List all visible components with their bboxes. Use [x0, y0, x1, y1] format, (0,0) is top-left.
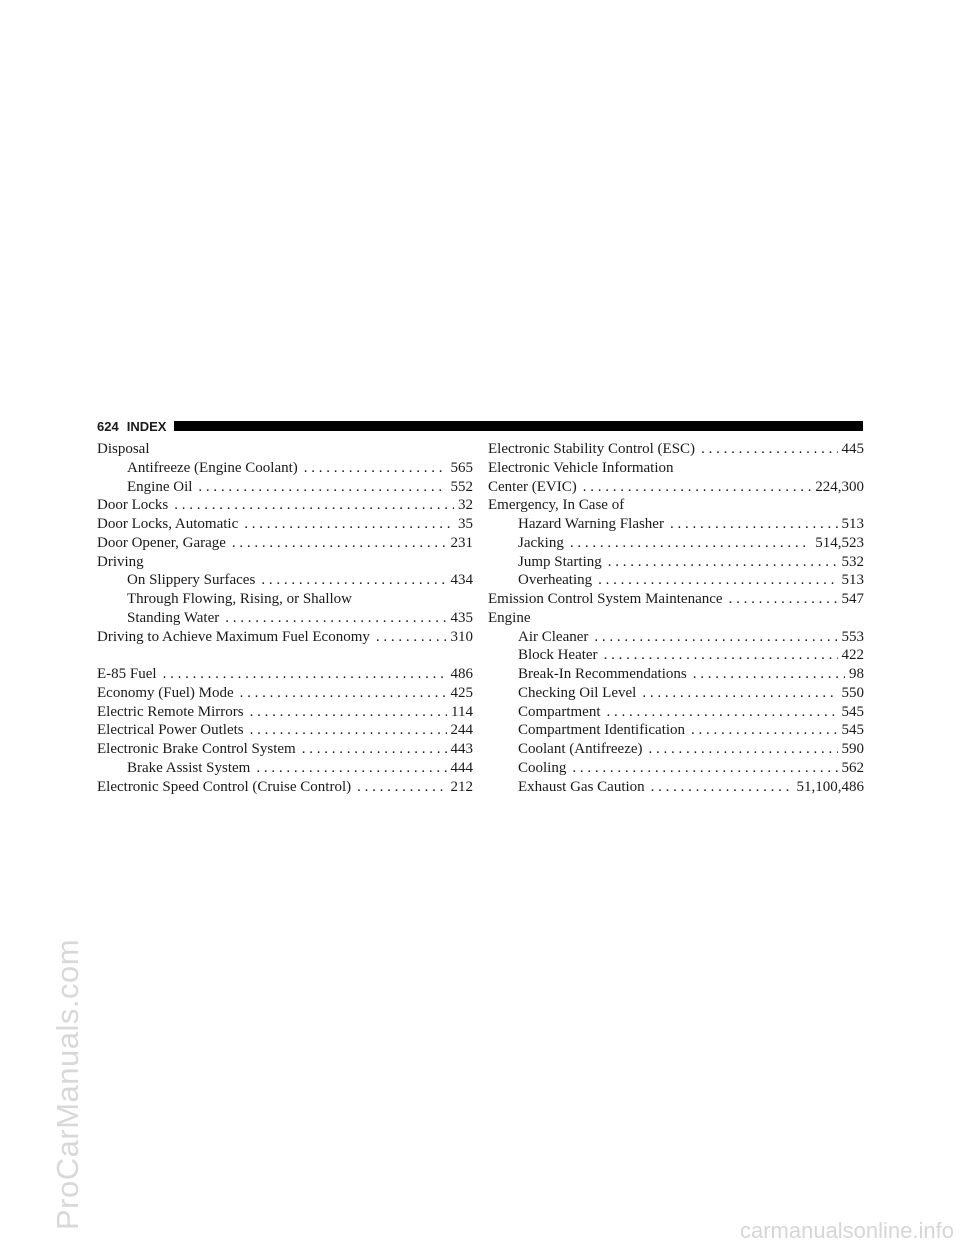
index-entry [97, 665, 473, 684]
index-term: Exhaust Gas Caution [518, 778, 645, 795]
index-entry [488, 740, 864, 759]
index-entry [488, 646, 864, 665]
dot-leader [729, 590, 838, 609]
index-term: Hazard Warning Flasher [518, 516, 664, 532]
index-term: Center (EVIC) [488, 478, 577, 495]
page-header [97, 417, 863, 435]
dot-leader [642, 684, 837, 703]
dot-leader [691, 721, 837, 740]
dot-leader [357, 778, 446, 797]
index-term: Electrical Power Outlets [97, 722, 244, 739]
index-entry [488, 571, 864, 590]
dot-leader [198, 478, 446, 497]
index-term: Standing Water [127, 609, 220, 626]
index-page-ref: 114 [451, 703, 473, 720]
dot-leader [572, 759, 837, 778]
index-term: E-85 Fuel [97, 666, 157, 682]
index-term: Engine Oil [127, 478, 193, 495]
index-term: Door Opener, Garage [97, 534, 226, 551]
index-term: Electronic Vehicle Information [488, 459, 674, 476]
index-term: Emission Control System Maintenance [488, 591, 723, 607]
dot-leader [174, 496, 454, 515]
index-entry [488, 534, 864, 553]
index-term: Through Flowing, Rising, or Shallow [127, 591, 353, 607]
index-term: Driving [97, 553, 144, 570]
index-term: Electric Remote Mirrors [97, 703, 244, 720]
index-term: Door Locks [97, 497, 169, 514]
index-page-ref: 231 [450, 534, 473, 551]
index-entry [97, 590, 473, 609]
dot-leader [701, 440, 837, 459]
index-entry [488, 496, 864, 515]
index-page-ref: 532 [841, 553, 864, 570]
index-term: Disposal [97, 441, 150, 457]
index-term: Break-In Recommendations [518, 666, 687, 682]
dot-leader [598, 571, 837, 590]
index-entry [97, 628, 473, 647]
index-page-ref: 513 [841, 516, 864, 532]
index-column-right [488, 440, 864, 796]
index-page-ref: 547 [841, 591, 864, 607]
index-entry [97, 703, 473, 722]
dot-leader [232, 534, 447, 553]
index-term: Antifreeze (Engine Coolant) [127, 459, 298, 476]
index-page-ref: 422 [841, 647, 864, 664]
dot-leader [261, 571, 446, 590]
index-entry [488, 590, 864, 609]
dot-leader [651, 778, 793, 797]
index-term: Checking Oil Level [518, 684, 637, 701]
index-page-ref: 98 [849, 666, 864, 682]
dot-leader [604, 646, 838, 665]
index-page-ref: 514,523 [815, 534, 864, 551]
index-page-ref: 310 [450, 628, 473, 645]
dot-leader [608, 553, 838, 572]
index-entry [97, 496, 473, 515]
index-term: Compartment Identification [518, 722, 686, 739]
index-page-ref: 553 [841, 628, 864, 645]
index-entry [488, 628, 864, 647]
index-term: Driving to Achieve Maximum Fuel Economy [97, 628, 370, 645]
index-page-ref: 212 [450, 778, 473, 795]
index-entry [97, 609, 473, 628]
index-term: Emergency, In Case of [488, 497, 625, 514]
index-page-ref: 32 [458, 497, 473, 514]
dot-leader [250, 703, 447, 722]
dot-leader [376, 628, 447, 647]
dot-leader [163, 665, 447, 684]
index-entry [488, 609, 864, 628]
index-term: On Slippery Surfaces [127, 572, 256, 589]
index-page-ref: 565 [450, 459, 473, 476]
index-entry [97, 553, 473, 572]
index-entry [97, 721, 473, 740]
watermark-procarmanuals: ProCarManuals.com [50, 938, 85, 1230]
index-entry [97, 740, 473, 759]
index-term: Electronic Speed Control (Cruise Control) [97, 778, 352, 795]
index-term: Cooling [518, 759, 567, 776]
index-entry [488, 553, 864, 572]
header-rule [174, 421, 863, 431]
dot-leader [607, 703, 838, 722]
dot-leader [570, 534, 811, 553]
dot-leader [250, 721, 447, 740]
index-term: Jacking [518, 534, 564, 551]
index-page-ref: 513 [841, 572, 864, 589]
index-entry [488, 778, 864, 797]
dot-leader [649, 740, 838, 759]
index-entry [97, 478, 473, 497]
dot-leader [670, 515, 838, 534]
index-term: Overheating [518, 572, 593, 589]
index-term: Electronic Brake Control System [97, 741, 296, 757]
dot-leader [583, 478, 812, 497]
index-page-ref: 425 [450, 684, 473, 701]
index-entry [488, 684, 864, 703]
index-page-ref: 444 [450, 759, 473, 776]
index-entry [488, 515, 864, 534]
section-title: INDEX [126, 418, 167, 434]
index-page-ref: 443 [450, 741, 473, 757]
index-entry [488, 665, 864, 684]
index-page-ref: 435 [450, 609, 473, 626]
index-page-ref: 545 [841, 722, 864, 739]
dot-leader [240, 684, 447, 703]
index-term: Electronic Stability Control (ESC) [488, 441, 696, 457]
watermark-carmanualsonline: carmanualsonline.info [739, 1218, 954, 1243]
index-term: Compartment [518, 703, 601, 720]
page-number: 624 [97, 418, 119, 434]
index-entry [97, 778, 473, 797]
index-column-left [97, 440, 473, 796]
dot-leader [693, 665, 845, 684]
index-page-ref: 51,100,486 [796, 778, 864, 795]
index-page-ref: 445 [841, 441, 864, 457]
index-entry [97, 515, 473, 534]
dot-leader [304, 459, 447, 478]
index-page-ref: 244 [450, 722, 473, 739]
index-entry [97, 571, 473, 590]
index-term: Economy (Fuel) Mode [97, 684, 234, 701]
index-page-ref: 224,300 [815, 478, 864, 495]
index-term: Coolant (Antifreeze) [518, 741, 643, 757]
index-term: Door Locks, Automatic [97, 516, 239, 532]
index-entry [488, 759, 864, 778]
index-entry [488, 721, 864, 740]
index-entry [488, 440, 864, 459]
index-entry [488, 703, 864, 722]
index-term: Engine [488, 609, 531, 626]
index-term: Brake Assist System [127, 759, 251, 776]
dot-leader [594, 628, 837, 647]
index-term: Jump Starting [518, 553, 602, 570]
index-entry [97, 534, 473, 553]
index-page-ref: 590 [841, 741, 864, 757]
index-term: Block Heater [518, 647, 598, 664]
dot-leader [225, 609, 446, 628]
index-page-ref: 35 [458, 516, 473, 532]
index-entry [97, 440, 473, 459]
index-page-ref: 545 [841, 703, 864, 720]
index-page-ref: 486 [450, 666, 473, 682]
dot-leader [244, 515, 454, 534]
index-page-ref: 562 [841, 759, 864, 776]
index-entry [488, 478, 864, 497]
dot-leader [302, 740, 447, 759]
index-page-ref: 550 [841, 684, 864, 701]
index-entry [488, 459, 864, 478]
dot-leader [256, 759, 446, 778]
index-entry [97, 759, 473, 778]
index-page-ref: 552 [450, 478, 473, 495]
index-term: Air Cleaner [518, 628, 589, 645]
index-entry [97, 459, 473, 478]
index-page-ref: 434 [450, 572, 473, 589]
index-entry [97, 684, 473, 703]
